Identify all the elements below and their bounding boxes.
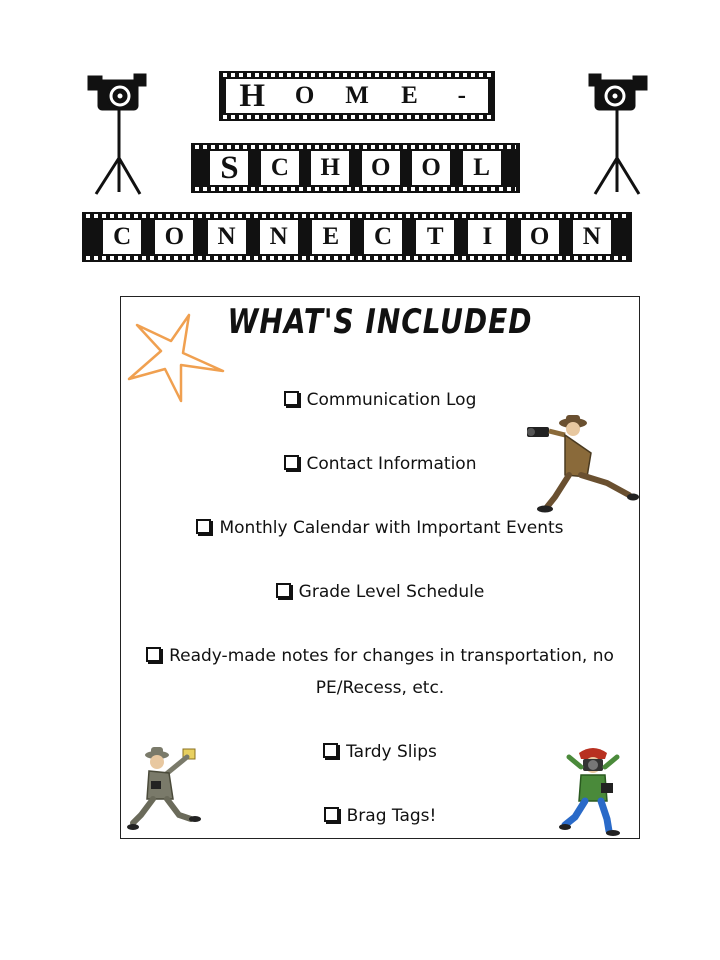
stage-light-icon	[88, 74, 146, 194]
photographer-icon	[559, 745, 627, 837]
title-letter: O	[362, 151, 400, 185]
title-letter: M	[331, 79, 383, 113]
title-letter: N	[208, 220, 246, 254]
title-letter: I	[468, 220, 506, 254]
list-item-text: Tardy Slips	[346, 742, 437, 762]
title-letter: O	[521, 220, 559, 254]
photographer-icon	[521, 413, 641, 515]
checkbox-icon	[146, 647, 161, 662]
checkbox-icon	[324, 807, 339, 822]
list-item-text: Ready-made notes for changes in transportation, no	[169, 646, 614, 666]
checkbox-icon	[276, 583, 291, 598]
title-letter: L	[463, 151, 501, 185]
list-item	[127, 576, 633, 608]
title-letter: T	[416, 220, 454, 254]
checkbox-icon	[284, 455, 299, 470]
stage-light-right	[585, 70, 655, 198]
box-heading: WHAT'S INCLUDED	[227, 301, 533, 342]
title-letter: E	[383, 79, 435, 113]
title-letter: N	[573, 220, 611, 254]
list-item-text-continued: PE/Recess, etc.	[315, 678, 445, 698]
title-letter: C	[103, 220, 141, 254]
title-letter: O	[155, 220, 193, 254]
checkbox-icon	[323, 743, 338, 758]
title-line-connection	[82, 212, 632, 262]
list-item-text: Brag Tags!	[346, 806, 437, 826]
stage-light-icon	[589, 74, 647, 194]
title-letter: S	[210, 151, 248, 185]
title-line-home	[219, 71, 495, 121]
stage-light-left	[82, 70, 152, 198]
list-item-text: Grade Level Schedule	[298, 582, 485, 602]
title-letter: H	[311, 151, 349, 185]
title-letter: C	[364, 220, 402, 254]
title-letter: O	[412, 151, 450, 185]
list-item-text: Monthly Calendar with Important Events	[219, 518, 564, 538]
reporter-icon	[127, 745, 203, 835]
title-letter: C	[261, 151, 299, 185]
list-item	[127, 640, 633, 704]
list-item-text: Communication Log	[306, 390, 477, 410]
title-line-school	[191, 143, 520, 193]
included-list-box	[120, 296, 640, 839]
title-letter: N	[260, 220, 298, 254]
list-item	[127, 384, 633, 416]
checkbox-icon	[196, 519, 211, 534]
list-item	[127, 512, 633, 544]
title-letter: E	[312, 220, 350, 254]
title-letter: O	[278, 79, 330, 113]
checkbox-icon	[284, 391, 299, 406]
title-letter: H	[226, 79, 278, 113]
title-letter: -	[436, 79, 488, 113]
list-item-text: Contact Information	[306, 454, 477, 474]
